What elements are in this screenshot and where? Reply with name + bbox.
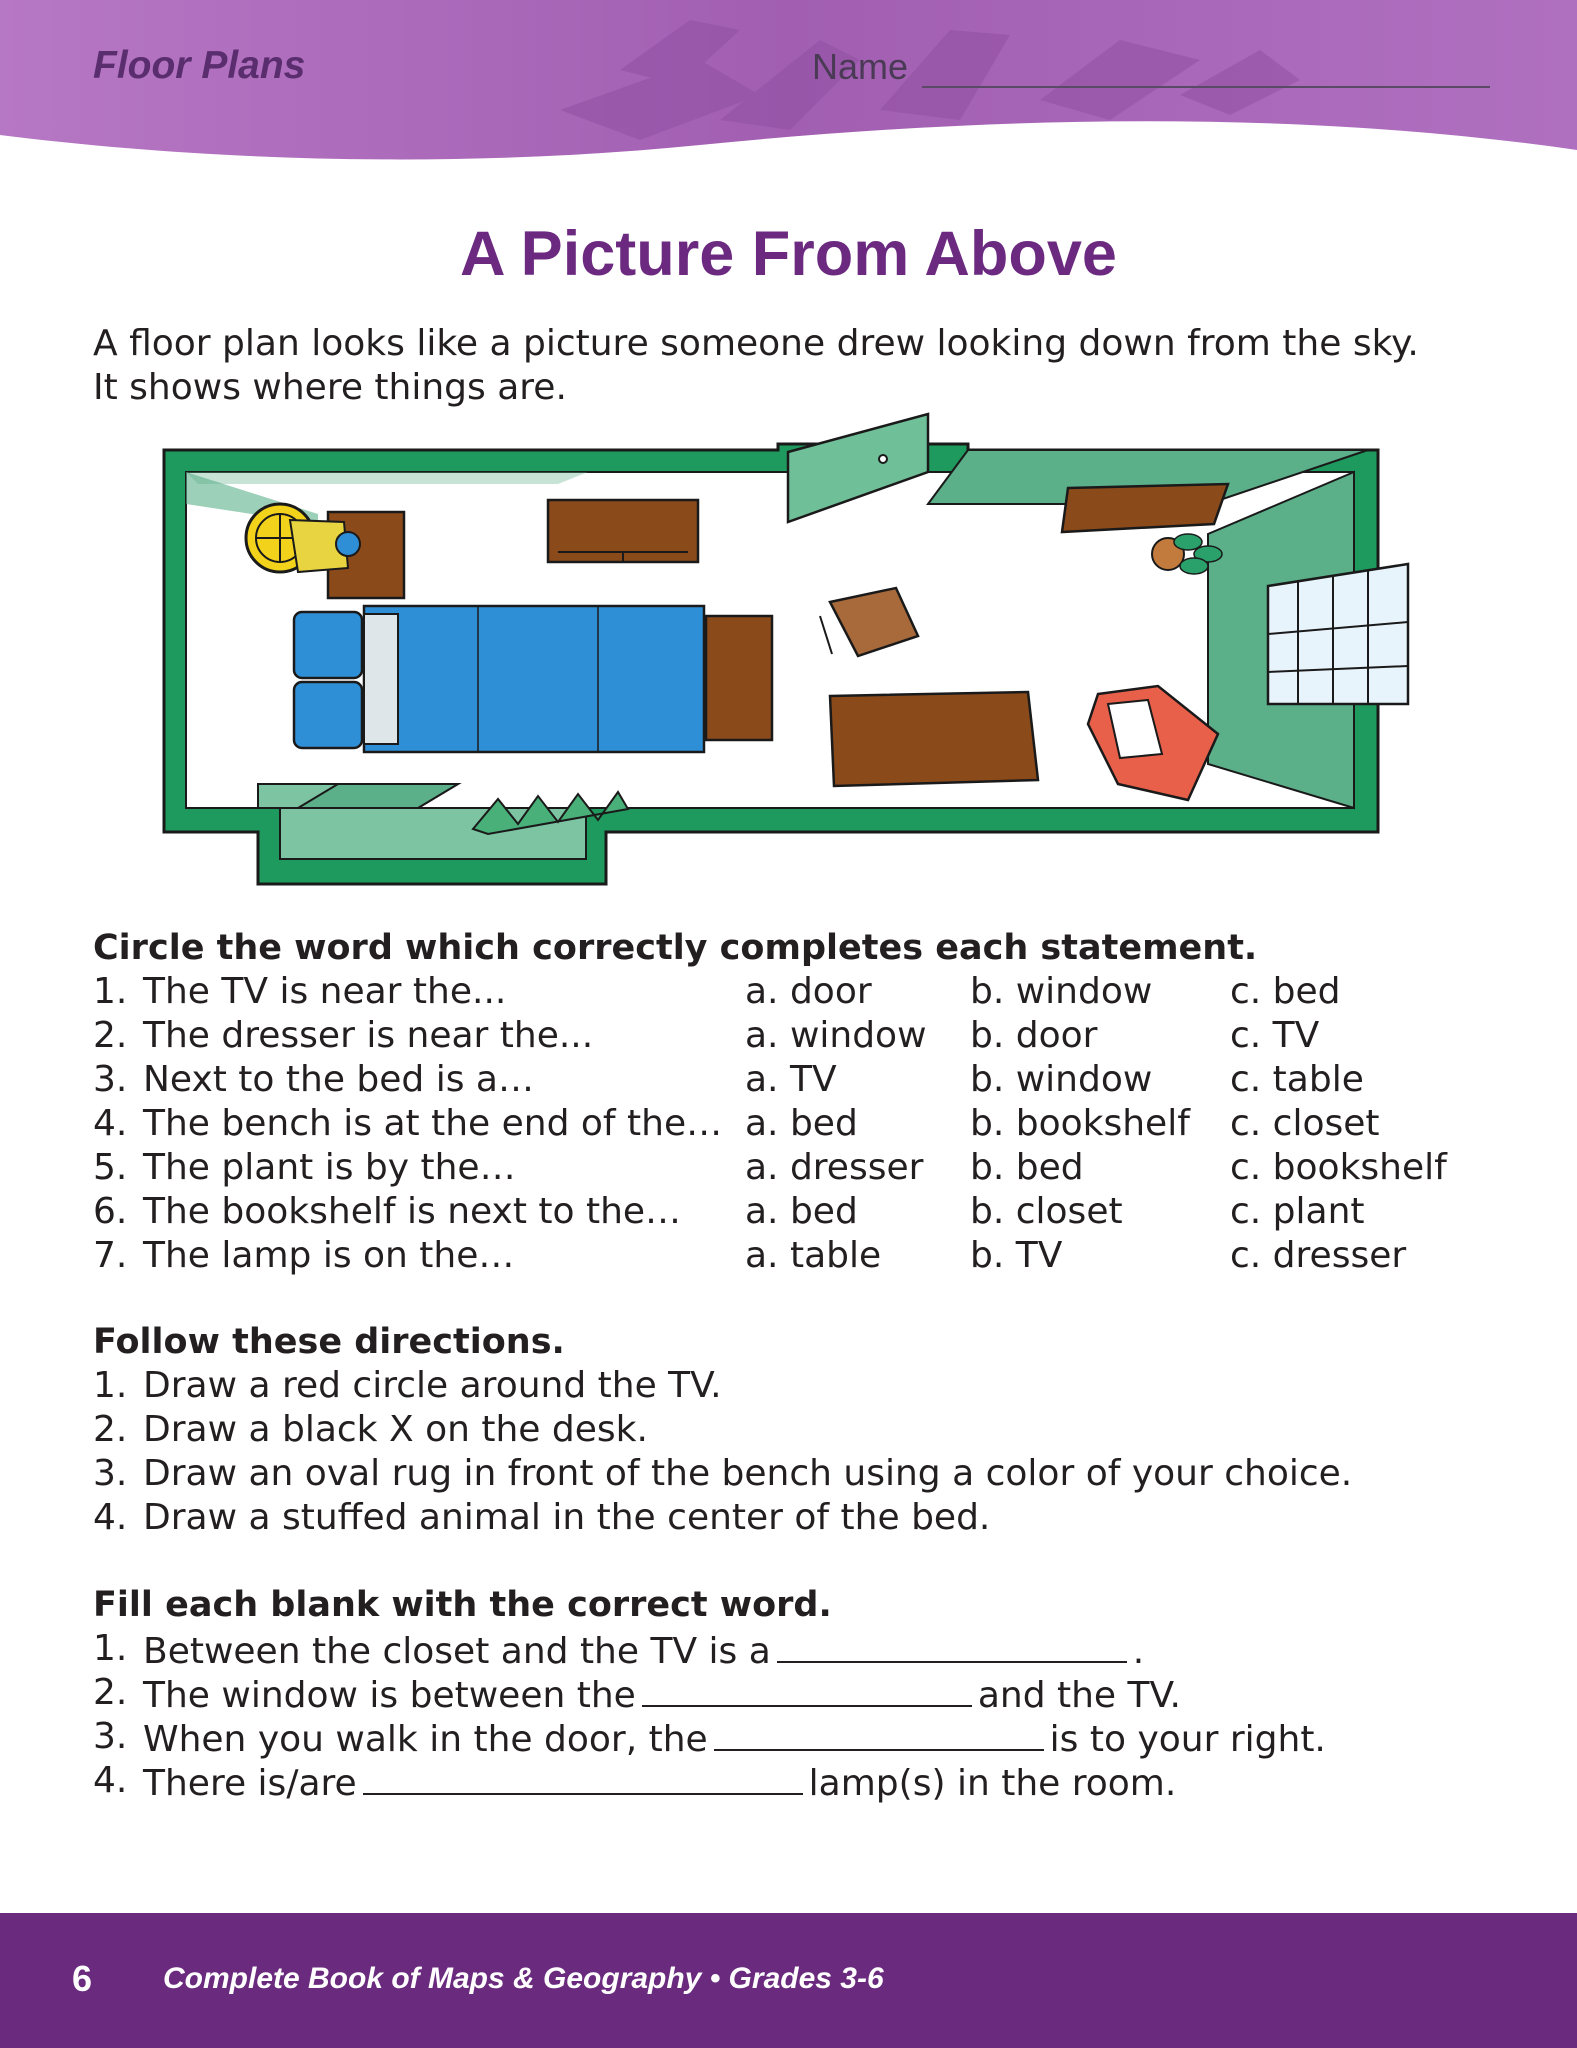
choice-c[interactable]: c. TV bbox=[1230, 1015, 1320, 1056]
answer-blank[interactable] bbox=[714, 1715, 1044, 1751]
answer-blank[interactable] bbox=[642, 1671, 972, 1707]
desk bbox=[830, 692, 1038, 786]
choice-b[interactable]: b. door bbox=[970, 1015, 1098, 1056]
question-text: The bookshelf is next to the… bbox=[143, 1191, 682, 1232]
bed-end-table bbox=[706, 616, 772, 740]
fill-list bbox=[93, 1627, 1513, 1803]
direction-number: 4. bbox=[93, 1497, 128, 1538]
window bbox=[1268, 564, 1408, 704]
bookshelf bbox=[1062, 484, 1228, 532]
intro-text bbox=[93, 322, 1493, 410]
question-number: 3. bbox=[93, 1059, 128, 1100]
direction-number: 1. bbox=[93, 1365, 128, 1406]
question-text: The bench is at the end of the… bbox=[143, 1103, 723, 1144]
question-number: 7. bbox=[93, 1235, 128, 1276]
question-row bbox=[93, 1234, 1513, 1278]
fill-item bbox=[93, 1627, 1513, 1671]
name-line[interactable] bbox=[922, 86, 1490, 88]
fill-text-before: Between the closet and the TV is a bbox=[143, 1631, 771, 1672]
choice-a[interactable]: a. bed bbox=[745, 1191, 858, 1232]
fill-text-after: is to your right. bbox=[1049, 1719, 1326, 1760]
direction-item bbox=[93, 1496, 1513, 1540]
question-number: 4. bbox=[93, 1103, 128, 1144]
choice-a[interactable]: a. window bbox=[745, 1015, 927, 1056]
direction-text: Draw an oval rug in front of the bench using a color of your choice. bbox=[143, 1453, 1353, 1494]
intro-line-1: A floor plan looks like a picture someone drew looking down from the sky. bbox=[93, 323, 1419, 364]
fill-heading: Fill each blank with the correct word. bbox=[93, 1585, 832, 1625]
choice-a[interactable]: a. TV bbox=[745, 1059, 837, 1100]
question-row bbox=[93, 1146, 1513, 1190]
direction-item bbox=[93, 1364, 1513, 1408]
choice-c[interactable]: c. dresser bbox=[1230, 1235, 1407, 1276]
question-row bbox=[93, 970, 1513, 1014]
direction-item bbox=[93, 1408, 1513, 1452]
name-label: Name bbox=[812, 46, 909, 87]
circle-heading: Circle the word which correctly completes each statement. bbox=[93, 928, 1258, 968]
question-text: The plant is by the… bbox=[143, 1147, 516, 1188]
directions-heading: Follow these directions. bbox=[93, 1322, 565, 1362]
direction-text: Draw a stuffed animal in the center of the bed. bbox=[143, 1497, 991, 1538]
fill-item bbox=[93, 1671, 1513, 1715]
fill-text-before: The window is between the bbox=[143, 1675, 636, 1716]
choice-b[interactable]: b. bed bbox=[970, 1147, 1084, 1188]
question-text: The TV is near the... bbox=[143, 971, 507, 1012]
direction-number: 2. bbox=[93, 1409, 128, 1450]
fill-item bbox=[93, 1759, 1513, 1803]
floor-plan-illustration bbox=[158, 404, 1420, 894]
direction-number: 3. bbox=[93, 1453, 128, 1494]
directions-list bbox=[93, 1364, 1513, 1540]
question-row bbox=[93, 1058, 1513, 1102]
choice-b[interactable]: b. bookshelf bbox=[970, 1103, 1190, 1144]
question-text: The lamp is on the… bbox=[143, 1235, 515, 1276]
fill-text-after: . bbox=[1132, 1631, 1145, 1672]
question-row bbox=[93, 1102, 1513, 1146]
choice-c[interactable]: c. bed bbox=[1230, 971, 1341, 1012]
intro-line-2: It shows where things are. bbox=[93, 367, 567, 408]
direction-text: Draw a black X on the desk. bbox=[143, 1409, 648, 1450]
fill-number: 1. bbox=[93, 1628, 128, 1669]
fill-text-after: and the TV. bbox=[977, 1675, 1181, 1716]
choice-a[interactable]: a. bed bbox=[745, 1103, 858, 1144]
fill-text-before: When you walk in the door, the bbox=[143, 1719, 708, 1760]
question-text: The dresser is near the... bbox=[143, 1015, 594, 1056]
question-number: 6. bbox=[93, 1191, 128, 1232]
question-row bbox=[93, 1014, 1513, 1058]
bed bbox=[364, 606, 704, 752]
choice-c[interactable]: c. closet bbox=[1230, 1103, 1380, 1144]
choice-b[interactable]: b. window bbox=[970, 1059, 1153, 1100]
circle-question-list bbox=[93, 970, 1513, 1278]
section-label: Floor Plans bbox=[93, 44, 306, 87]
question-number: 2. bbox=[93, 1015, 128, 1056]
choice-a[interactable]: a. table bbox=[745, 1235, 882, 1276]
question-row bbox=[93, 1190, 1513, 1234]
answer-blank[interactable] bbox=[777, 1627, 1127, 1663]
fill-text-before: There is/are bbox=[143, 1763, 357, 1804]
direction-text: Draw a red circle around the TV. bbox=[143, 1365, 722, 1406]
fill-number: 2. bbox=[93, 1672, 128, 1713]
answer-blank[interactable] bbox=[363, 1759, 803, 1795]
page-title: A Picture From Above bbox=[460, 219, 1117, 289]
fill-number: 4. bbox=[93, 1760, 128, 1801]
question-number: 1. bbox=[93, 971, 128, 1012]
book-title: Complete Book of Maps & Geography • Grades 3-6 bbox=[163, 1962, 884, 1995]
page-number: 6 bbox=[72, 1958, 93, 1999]
choice-c[interactable]: c. bookshelf bbox=[1230, 1147, 1447, 1188]
choice-c[interactable]: c. table bbox=[1230, 1059, 1364, 1100]
choice-b[interactable]: b. TV bbox=[970, 1235, 1063, 1276]
direction-item bbox=[93, 1452, 1513, 1496]
choice-b[interactable]: b. window bbox=[970, 971, 1153, 1012]
header-band bbox=[0, 0, 1577, 200]
fill-number: 3. bbox=[93, 1716, 128, 1757]
choice-a[interactable]: a. dresser bbox=[745, 1147, 924, 1188]
question-text: Next to the bed is a… bbox=[143, 1059, 534, 1100]
choice-b[interactable]: b. closet bbox=[970, 1191, 1123, 1232]
choice-c[interactable]: c. plant bbox=[1230, 1191, 1365, 1232]
fill-item bbox=[93, 1715, 1513, 1759]
fill-text-after: lamp(s) in the room. bbox=[808, 1763, 1177, 1804]
question-number: 5. bbox=[93, 1147, 128, 1188]
choice-a[interactable]: a. door bbox=[745, 971, 872, 1012]
